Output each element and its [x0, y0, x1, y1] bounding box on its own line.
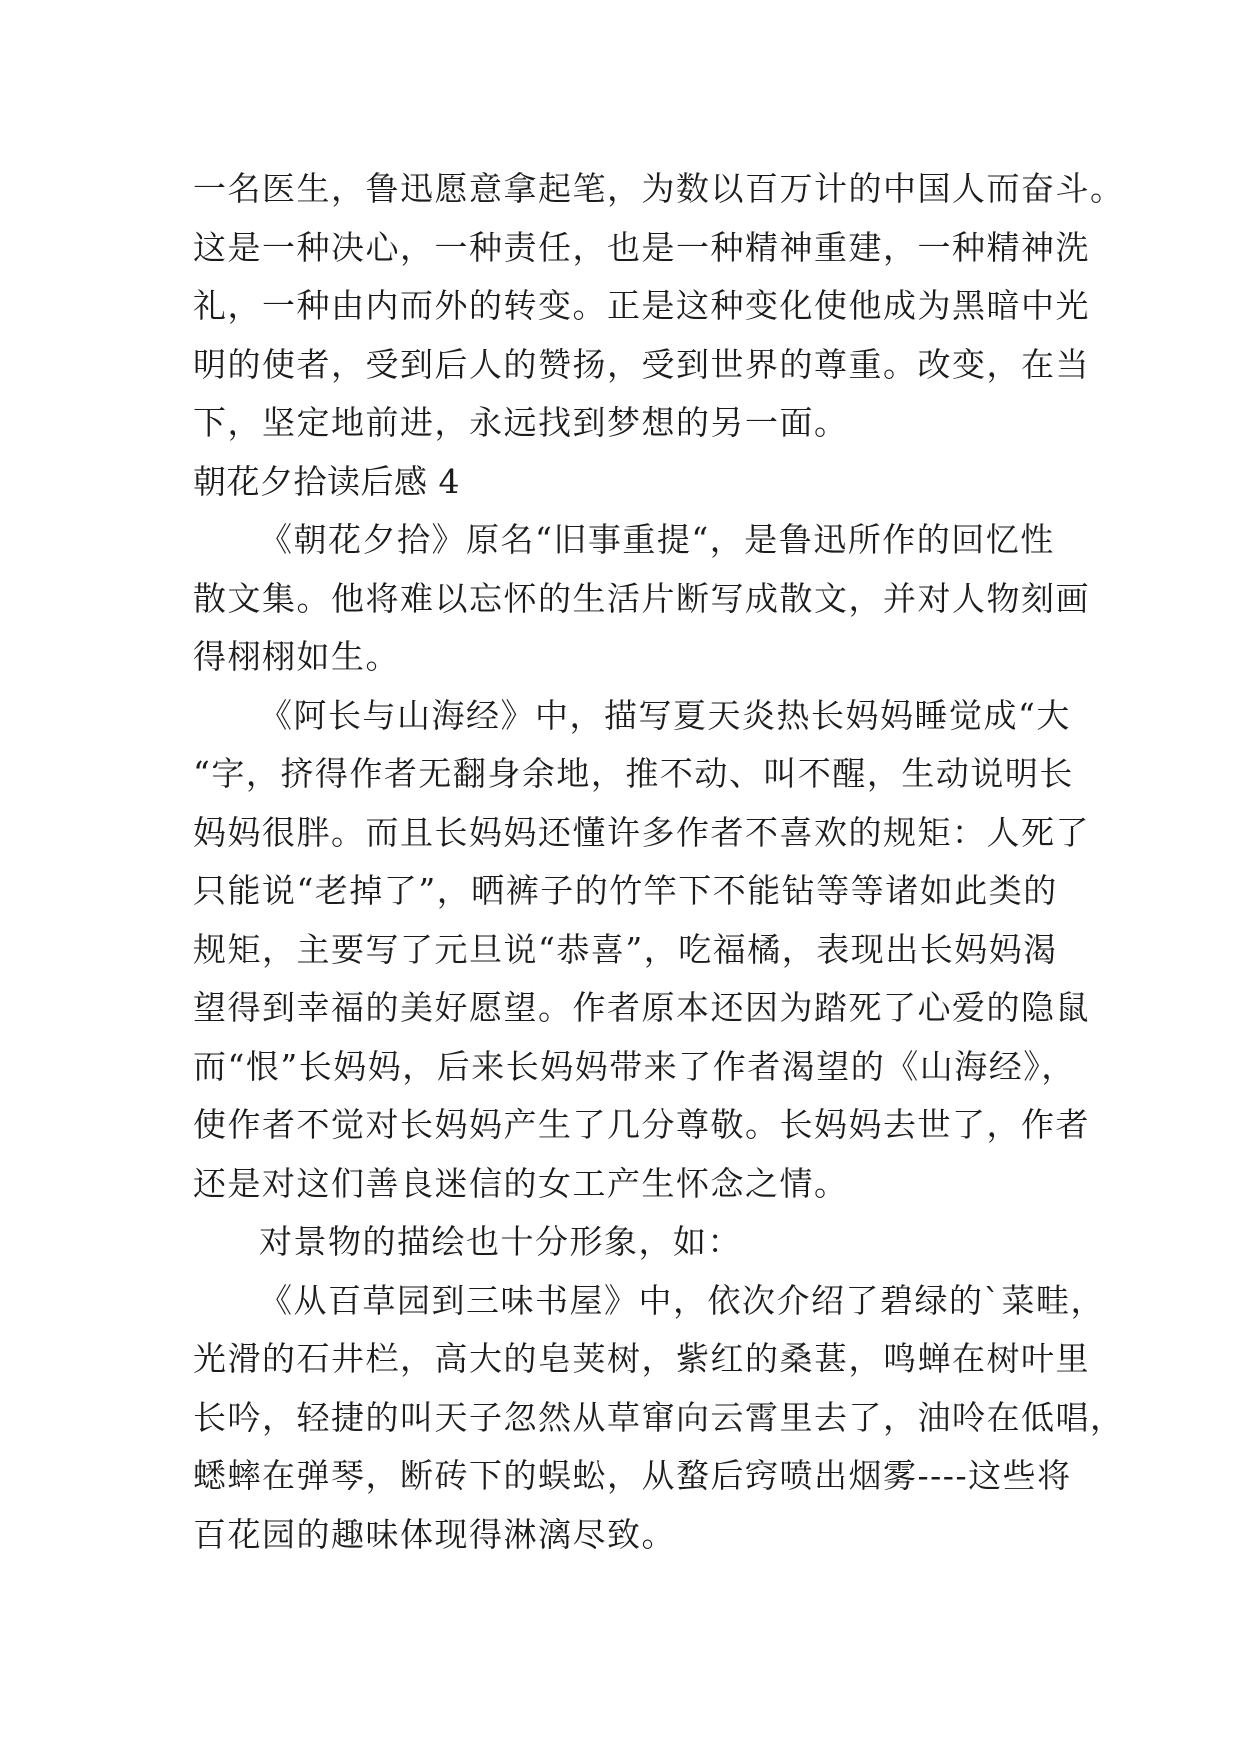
section-title: 朝花夕拾读后感 4: [193, 461, 460, 501]
text-line: 明的使者，受到后人的赞扬，受到世界的尊重。改变，在当: [193, 344, 1090, 384]
text-line: 这是一种决心，一种责任，也是一种精神重建，一种精神洗: [193, 227, 1090, 267]
paragraph-2: [193, 687, 1090, 1214]
text-line: 得栩栩如生。: [193, 637, 400, 676]
text-line: 一名医生，鲁迅愿意拿起笔，为数以百万计的中国人而奋斗。: [193, 169, 1125, 208]
paragraph-4: [193, 1272, 1125, 1565]
text-line: 散文集。他将难以忘怀的生活片断写成散文，并对人物刻画: [193, 578, 1090, 618]
document-body: [193, 160, 1125, 1564]
text-line: 礼，一种由内而外的转变。正是这种变化使他成为黑暗中光: [193, 286, 1090, 325]
text-line: 妈妈很胖。而且长妈妈还懂许多作者不喜欢的规矩：人死了: [193, 812, 1090, 852]
intro-paragraph: [193, 160, 1125, 453]
text-line: 《朝花夕拾》原名“旧事重提“，是鲁迅所作的回忆性: [259, 520, 1055, 559]
text-line: 对景物的描绘也十分形象，如：: [259, 1222, 742, 1261]
text-line: 而“恨”长妈妈，后来长妈妈带来了作者渴望的《山海经》，: [193, 1046, 1076, 1086]
text-line: 长吟，轻捷的叫天子忽然从草窜向云霄里去了，油呤在低唱，: [193, 1397, 1125, 1437]
text-line: 《阿长与山海经》中，描写夏天炎热长妈妈睡觉成“大: [259, 695, 1071, 735]
text-line: 规矩，主要写了元旦说“恭喜”，吃福橘，表现出长妈妈渴: [193, 929, 1058, 969]
text-line: 望得到幸福的美好愿望。作者原本还因为踏死了心爱的隐鼠: [193, 988, 1090, 1027]
text-line: 光滑的石井栏，高大的皂荚树，紫红的桑葚，鸣蝉在树叶里: [193, 1339, 1090, 1378]
text-line: 百花园的趣味体现得淋漓尽致。: [193, 1514, 676, 1554]
paragraph-1: [193, 511, 1090, 687]
text-line: 下，坚定地前进，永远找到梦想的另一面。: [193, 403, 849, 442]
text-line: 使作者不觉对长妈妈产生了几分尊敬。长妈妈去世了，作者: [193, 1105, 1090, 1144]
text-line: 蟋蟀在弹琴，断砖下的蜈蚣，从蝥后窍喷出烟雾----这些将: [193, 1456, 1072, 1495]
text-line: 只能说“老掉了”，晒裤子的竹竿下不能钻等等诸如此类的: [193, 871, 1058, 910]
text-line: “字，挤得作者无翻身余地，推不动、叫不醒，生动说明长: [193, 754, 1074, 793]
text-line: 《从百草园到三味书屋》中，依次介绍了碧绿的`菜畦，: [259, 1280, 1105, 1320]
paragraph-3: [193, 1213, 1053, 1272]
text-line: 还是对这们善良迷信的女工产生怀念之情。: [193, 1163, 849, 1203]
